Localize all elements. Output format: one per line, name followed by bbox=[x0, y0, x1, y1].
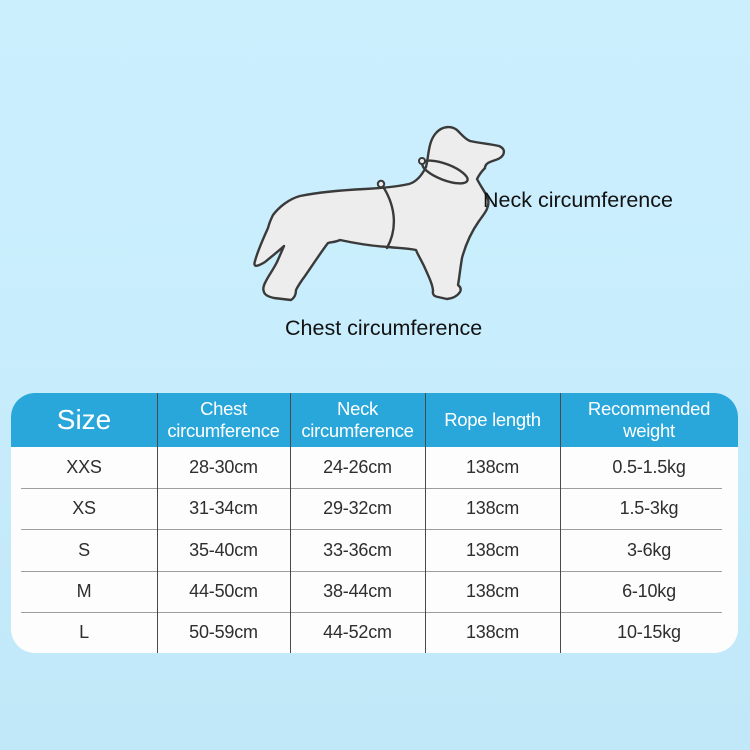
cell-chest: 35-40cm bbox=[189, 539, 258, 560]
cell-neck: 44-52cm bbox=[323, 621, 392, 642]
cell-rope: 138cm bbox=[465, 621, 520, 642]
column-divider bbox=[290, 393, 291, 653]
header-cell-rope: Rope length bbox=[444, 409, 541, 431]
column-divider bbox=[425, 393, 426, 653]
cell-neck: 24-26cm bbox=[323, 457, 392, 478]
column-divider bbox=[157, 393, 158, 653]
cell-weight: 0.5-1.5kg bbox=[612, 457, 686, 478]
cell-size: XS bbox=[72, 498, 96, 519]
cell-weight: 6-10kg bbox=[622, 580, 676, 601]
cell-neck: 38-44cm bbox=[323, 580, 392, 601]
row-separator bbox=[21, 612, 722, 613]
cell-neck: 29-32cm bbox=[323, 498, 392, 519]
cell-size: S bbox=[78, 539, 90, 560]
cell-chest: 44-50cm bbox=[189, 580, 258, 601]
cell-weight: 10-15kg bbox=[617, 621, 681, 642]
row-separator bbox=[21, 529, 722, 530]
table-row bbox=[11, 612, 738, 653]
row-separator bbox=[21, 488, 722, 489]
header-cell-neck: Neck circumference bbox=[301, 398, 414, 441]
cell-chest: 28-30cm bbox=[189, 457, 258, 478]
cell-weight: 3-6kg bbox=[626, 539, 672, 560]
column-divider bbox=[560, 393, 561, 653]
header-cell-weight: Recommended weight bbox=[587, 398, 711, 441]
table-row bbox=[11, 447, 738, 488]
table-body bbox=[11, 447, 738, 653]
cell-rope: 138cm bbox=[465, 539, 520, 560]
header-cell-size: Size bbox=[56, 404, 112, 436]
table-row bbox=[11, 529, 738, 570]
cell-rope: 138cm bbox=[465, 457, 520, 478]
row-separator bbox=[21, 571, 722, 572]
cell-size: M bbox=[76, 580, 92, 601]
cell-chest: 31-34cm bbox=[189, 498, 258, 519]
header-cell-chest: Chest circumference bbox=[167, 398, 280, 441]
cell-weight: 1.5-3kg bbox=[619, 498, 679, 519]
cell-size: L bbox=[79, 621, 89, 642]
cell-rope: 138cm bbox=[465, 498, 520, 519]
girth-knot bbox=[378, 181, 384, 187]
cell-rope: 138cm bbox=[465, 580, 520, 601]
cell-neck: 33-36cm bbox=[323, 539, 392, 560]
neck-circumference-label: Neck circumference bbox=[483, 188, 673, 212]
collar-knot bbox=[419, 158, 425, 164]
cell-chest: 50-59cm bbox=[189, 621, 258, 642]
chest-circumference-label: Chest circumference bbox=[285, 316, 483, 340]
table-header-row bbox=[11, 393, 738, 447]
dog-silhouette bbox=[254, 127, 503, 300]
cell-size: XXS bbox=[66, 457, 102, 478]
size-chart-table bbox=[11, 393, 738, 653]
table-row bbox=[11, 571, 738, 612]
table-row bbox=[11, 488, 738, 529]
